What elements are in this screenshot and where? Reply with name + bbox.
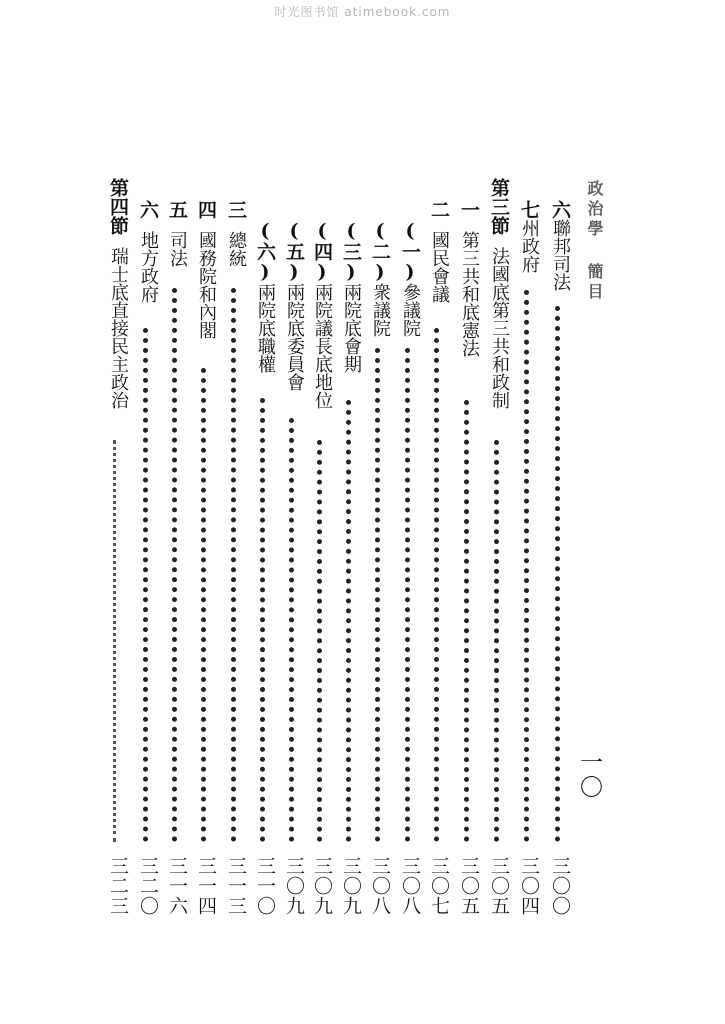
toc-entry-page: 三一六: [166, 856, 188, 916]
toc-entry-page: 三〇九: [283, 856, 305, 916]
toc-entry-label: [396, 220, 420, 337]
toc-entry-label: [455, 200, 479, 357]
toc-entry-page: 三〇八: [369, 856, 391, 916]
toc-section-heading[interactable]: [485, 178, 509, 928]
dot-leader: [375, 348, 380, 842]
toc-entry-title: 聯邦司法: [550, 219, 571, 291]
toc-entry-number: (六): [254, 220, 276, 283]
toc-entry-number: 一: [458, 200, 480, 219]
toc-entry-number: (一): [399, 220, 421, 283]
toc-entry-label: [485, 178, 509, 409]
toc-entry-number: 七: [518, 200, 540, 219]
toc-entry-page: 三〇四: [518, 856, 540, 916]
toc-entry-page: 三〇八: [399, 856, 421, 916]
toc-entry-page: 三二三: [107, 856, 129, 916]
dot-leader: [289, 418, 294, 842]
toc-entry-label: [280, 220, 304, 391]
toc-entry-number: 五: [166, 200, 188, 219]
dot-leader: [494, 440, 499, 842]
toc-entry[interactable]: [163, 178, 187, 928]
toc-entry-title: 法國底第三共和政制: [489, 247, 510, 409]
toc-entry-page: 三一〇: [254, 856, 276, 916]
toc-entry-label: [546, 200, 570, 291]
watermark-text: 时光图书馆 atimebook.com: [274, 5, 451, 19]
toc-entry[interactable]: [396, 178, 420, 928]
toc-entry-label: [251, 220, 275, 373]
dot-leader: [524, 290, 529, 842]
toc-entry-number: 六: [549, 200, 571, 219]
toc-entry-title: 州政府: [519, 219, 540, 273]
dot-leader: [464, 400, 469, 842]
toc-entry-page: 三〇七: [428, 856, 450, 916]
toc-entry-label: [425, 200, 449, 303]
toc-entry[interactable]: [134, 178, 158, 928]
toc-entry-number: (二): [369, 220, 391, 283]
toc-entry[interactable]: [280, 178, 304, 928]
toc-entry-label: [308, 220, 332, 409]
toc-entry-number: 四: [195, 200, 217, 219]
toc-section-heading[interactable]: [104, 178, 128, 928]
page-number: 一〇: [576, 750, 602, 800]
toc-entry-number: 六: [137, 200, 159, 219]
dot-leader: [317, 440, 322, 842]
toc-entry-title: 兩院底會期: [341, 283, 362, 373]
toc-entry-title: 兩院底委員會: [284, 283, 305, 391]
toc-entry-title: 衆議院: [370, 283, 391, 337]
dot-leader: [346, 400, 351, 842]
toc-entry[interactable]: [192, 178, 216, 928]
toc-entry-page: 三二〇: [137, 856, 159, 916]
dot-leader: [231, 288, 236, 842]
toc-entry-label: [104, 178, 128, 409]
toc-entry-label: [134, 200, 158, 303]
toc-entry[interactable]: [455, 178, 479, 928]
toc-entry-label: [366, 220, 390, 337]
toc-entry-title: 國務院和內閣: [196, 231, 217, 339]
toc-entry-page: 三〇九: [311, 856, 333, 916]
toc-entry-label: [192, 200, 216, 339]
dot-leader: [172, 288, 177, 842]
toc-entry-title: 司法: [167, 231, 188, 267]
dot-leader: [201, 368, 206, 842]
toc-entry-title: 國民會議: [429, 231, 450, 303]
toc-entry-title: 第三共和底憲法: [459, 231, 480, 357]
dot-leader: [143, 328, 148, 842]
toc-entry-title: 地方政府: [138, 231, 159, 303]
toc-entry-title: 瑞士底直接民主政治: [108, 247, 129, 409]
toc-entry[interactable]: [366, 178, 390, 928]
dot-leader: [434, 328, 439, 842]
toc-entry[interactable]: [251, 178, 275, 928]
toc-entry-number: 第三節: [488, 178, 510, 235]
toc-entry-page: 三一四: [195, 856, 217, 916]
toc-entry-title: 總統: [226, 231, 247, 267]
toc-entry[interactable]: [546, 178, 570, 928]
dot-leader: [405, 348, 410, 842]
toc-entry-title: 參議院: [400, 283, 421, 337]
toc-entry-label: [222, 200, 246, 267]
toc-entry-title: 兩院底職權: [255, 283, 276, 373]
toc-entry-page: 三〇九: [340, 856, 362, 916]
toc-entry-label: [163, 200, 187, 267]
toc-entry[interactable]: [425, 178, 449, 928]
toc-entry-number: (三): [340, 220, 362, 283]
toc-entry-page: 三〇五: [488, 856, 510, 916]
toc-entry-page: 三一三: [225, 856, 247, 916]
toc-entry-label: [515, 200, 539, 273]
dot-leader: [113, 440, 116, 842]
toc-entry-number: (五): [283, 220, 305, 283]
toc-entry-number: (四): [311, 220, 333, 283]
dot-leader: [260, 398, 265, 842]
toc-entry-title: 兩院議長底地位: [312, 283, 333, 409]
running-header: 政治學 簡目: [585, 180, 604, 303]
toc-entry-number: 第四節: [107, 178, 129, 235]
toc-entry[interactable]: [337, 178, 361, 928]
toc-entry-number: 二: [428, 200, 450, 219]
toc-entry-page: 三〇〇: [549, 856, 571, 916]
toc-entry-page: 三〇五: [458, 856, 480, 916]
toc-entry[interactable]: [308, 178, 332, 928]
dot-leader: [555, 306, 560, 842]
toc-entry-number: 三: [225, 200, 247, 219]
toc-entry[interactable]: [222, 178, 246, 928]
toc-entry[interactable]: [515, 178, 539, 928]
toc-entry-label: [337, 220, 361, 373]
